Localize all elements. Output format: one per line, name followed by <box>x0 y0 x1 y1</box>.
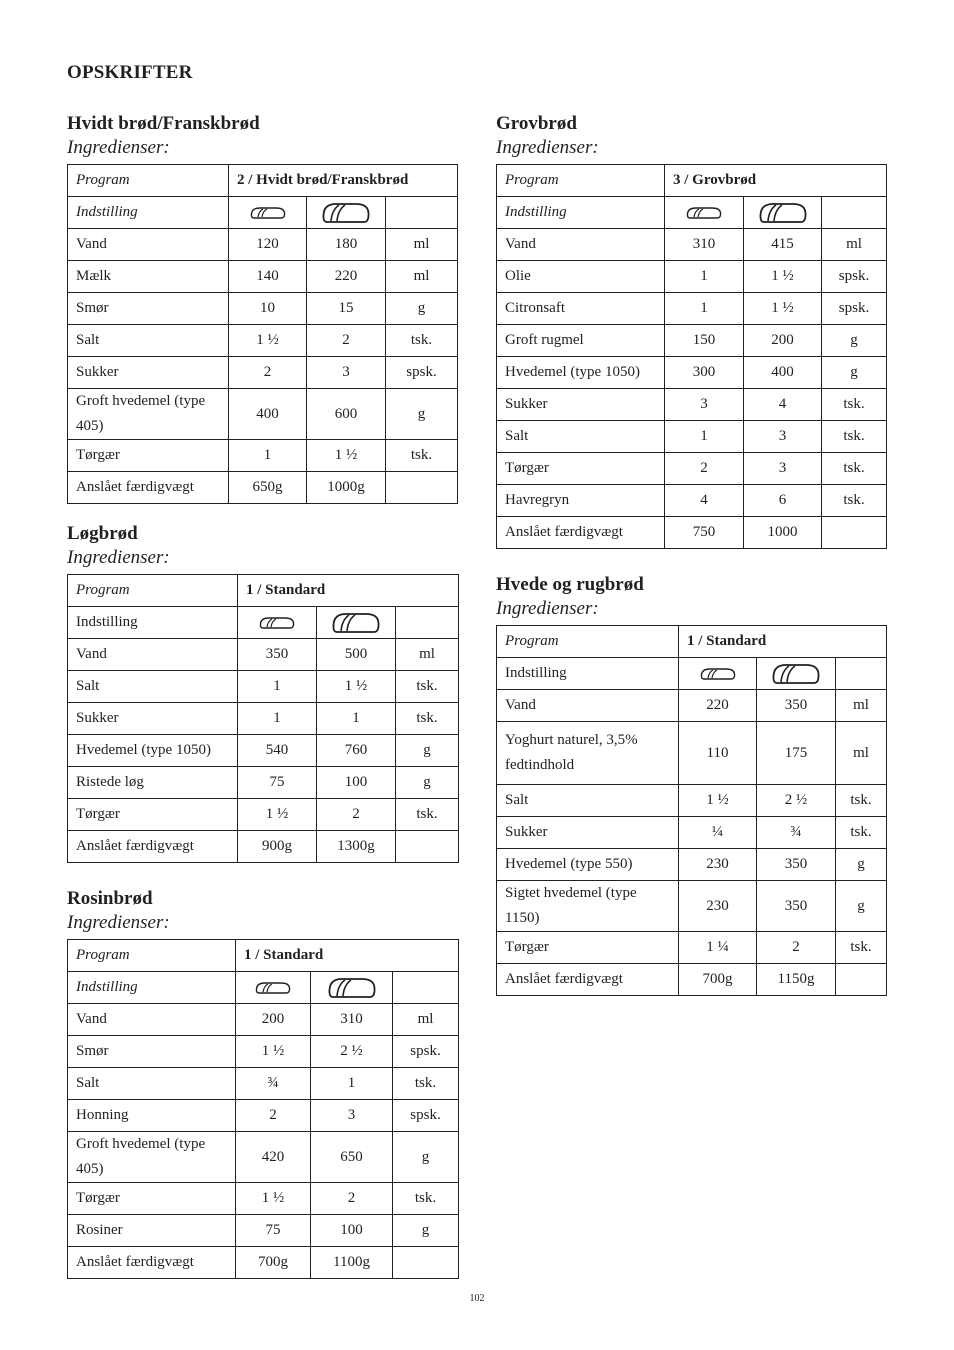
amount-large: 350 <box>757 690 836 722</box>
unit: tsk. <box>396 671 459 703</box>
ingredient-name: Groft rugmel <box>497 325 665 357</box>
large-loaf-icon <box>322 202 370 224</box>
amount-large: 2 <box>317 799 396 831</box>
amount-small: 540 <box>238 735 317 767</box>
unit: tsk. <box>393 1183 459 1215</box>
amount-large: 200 <box>744 325 822 357</box>
amount-large: 3 <box>744 421 822 453</box>
amount-large: 760 <box>317 735 396 767</box>
amount-small: 110 <box>679 722 757 785</box>
setting-small-loaf <box>238 607 317 639</box>
unit: ml <box>836 722 887 785</box>
amount-large: 100 <box>317 767 396 799</box>
table-row <box>68 1247 459 1279</box>
amount-small: 3 <box>665 389 744 421</box>
unit: ml <box>822 229 887 261</box>
setting-empty-cell <box>396 607 459 639</box>
ingredient-name: Olie <box>497 261 665 293</box>
ingredient-table <box>496 164 887 549</box>
amount-large: 1150g <box>757 964 836 996</box>
amount-large: 310 <box>311 1004 393 1036</box>
ingredient-name: Vand <box>497 690 679 722</box>
amount-small: 10 <box>229 293 307 325</box>
setting-row <box>497 197 887 229</box>
amount-small: 420 <box>236 1132 311 1183</box>
amount-large: 1 ½ <box>307 440 386 472</box>
unit: spsk. <box>822 261 887 293</box>
ingredient-name: Vand <box>68 229 229 261</box>
table-row <box>497 453 887 485</box>
unit: spsk. <box>822 293 887 325</box>
ingredient-name: Groft hvedemel (type 405) <box>68 389 229 440</box>
amount-large: 100 <box>311 1215 393 1247</box>
ingredient-name: Mælk <box>68 261 229 293</box>
program-row <box>497 165 887 197</box>
unit: tsk. <box>393 1068 459 1100</box>
ingredient-name: Hvedemel (type 550) <box>497 849 679 881</box>
recipe-subtitle: Ingredienser: <box>67 912 170 933</box>
amount-large: ¾ <box>757 817 836 849</box>
table-row <box>497 817 887 849</box>
amount-large: 3 <box>307 357 386 389</box>
amount-large: 2 ½ <box>311 1036 393 1068</box>
amount-small: 1 ½ <box>679 785 757 817</box>
ingredient-name: Sigtet hvedemel (type 1150) <box>497 881 679 932</box>
amount-small: 700g <box>236 1247 311 1279</box>
table-row <box>68 325 458 357</box>
amount-large: 350 <box>757 881 836 932</box>
setting-label: Indstilling <box>68 972 236 1004</box>
small-loaf-icon <box>250 206 286 220</box>
amount-small: ¼ <box>679 817 757 849</box>
amount-small: 350 <box>238 639 317 671</box>
setting-empty-cell <box>386 197 458 229</box>
amount-small: 1 ½ <box>236 1183 311 1215</box>
unit: tsk. <box>836 932 887 964</box>
table-row <box>68 229 458 261</box>
table-row <box>68 703 459 735</box>
ingredient-name: Tørgær <box>497 453 665 485</box>
setting-label: Indstilling <box>497 197 665 229</box>
program-row <box>68 940 459 972</box>
amount-small: 1 <box>229 440 307 472</box>
ingredient-name: Vand <box>68 639 238 671</box>
unit: tsk. <box>396 799 459 831</box>
setting-large-loaf <box>744 197 822 229</box>
unit: g <box>386 293 458 325</box>
program-row <box>68 165 458 197</box>
table-row <box>68 735 459 767</box>
setting-large-loaf <box>307 197 386 229</box>
amount-small: 120 <box>229 229 307 261</box>
amount-large: 1 <box>311 1068 393 1100</box>
ingredient-table <box>67 939 459 1279</box>
unit: spsk. <box>393 1100 459 1132</box>
table-row <box>497 722 887 785</box>
amount-large: 1 ½ <box>744 293 822 325</box>
amount-small: 1 <box>238 671 317 703</box>
recipe-title: Hvidt brød/Franskbrød <box>67 113 260 134</box>
large-loaf-icon <box>328 977 376 999</box>
small-loaf-icon <box>255 981 291 995</box>
table-row <box>497 785 887 817</box>
table-row <box>68 767 459 799</box>
small-loaf-icon <box>686 206 722 220</box>
large-loaf-icon <box>759 202 807 224</box>
setting-large-loaf <box>757 658 836 690</box>
page-number: 102 <box>469 1293 485 1304</box>
recipe-hvidt-brod <box>67 112 458 504</box>
program-value: 1 / Standard <box>236 940 459 972</box>
unit: g <box>822 325 887 357</box>
amount-small: 700g <box>679 964 757 996</box>
amount-small: 750 <box>665 517 744 549</box>
setting-row <box>68 607 459 639</box>
amount-small: ¾ <box>236 1068 311 1100</box>
ingredient-name: Salt <box>497 785 679 817</box>
ingredient-name: Vand <box>497 229 665 261</box>
unit: tsk. <box>822 485 887 517</box>
ingredient-name: Tørgær <box>68 1183 236 1215</box>
recipe-rosinbrod <box>67 887 459 1279</box>
ingredient-name: Smør <box>68 1036 236 1068</box>
unit: ml <box>396 639 459 671</box>
program-label: Program <box>497 165 665 197</box>
table-row <box>68 799 459 831</box>
ingredient-name: Citronsaft <box>497 293 665 325</box>
ingredient-table <box>67 574 459 863</box>
table-row <box>497 690 887 722</box>
program-row <box>68 575 459 607</box>
ingredient-name: Sukker <box>497 389 665 421</box>
amount-small: 75 <box>236 1215 311 1247</box>
recipe-hvede-og-rugbrod <box>496 573 887 996</box>
large-loaf-icon <box>332 612 380 634</box>
unit: g <box>822 357 887 389</box>
table-row <box>497 357 887 389</box>
unit: tsk. <box>386 325 458 357</box>
ingredient-name: Sukker <box>68 703 238 735</box>
amount-small: 2 <box>236 1100 311 1132</box>
ingredient-name: Tørgær <box>497 932 679 964</box>
unit: tsk. <box>836 785 887 817</box>
program-row <box>497 626 887 658</box>
unit: tsk. <box>386 440 458 472</box>
program-value: 1 / Standard <box>238 575 459 607</box>
small-loaf-icon <box>700 667 736 681</box>
program-value: 2 / Hvidt brød/Franskbrød <box>229 165 458 197</box>
unit: ml <box>836 690 887 722</box>
amount-large: 1100g <box>311 1247 393 1279</box>
ingredient-name: Ristede løg <box>68 767 238 799</box>
amount-small: 1 <box>238 703 317 735</box>
table-row <box>68 1183 459 1215</box>
amount-small: 1 ½ <box>236 1036 311 1068</box>
amount-small: 1 ½ <box>238 799 317 831</box>
ingredient-name: Smør <box>68 293 229 325</box>
amount-large: 4 <box>744 389 822 421</box>
recipe-subtitle: Ingredienser: <box>496 137 599 158</box>
setting-empty-cell <box>822 197 887 229</box>
amount-large: 3 <box>311 1100 393 1132</box>
setting-small-loaf <box>665 197 744 229</box>
recipe-title: Grovbrød <box>496 113 577 134</box>
setting-large-loaf <box>311 972 393 1004</box>
ingredient-name: Salt <box>68 1068 236 1100</box>
table-row <box>68 440 458 472</box>
ingredient-name: Groft hvedemel (type 405) <box>68 1132 236 1183</box>
table-row <box>68 293 458 325</box>
ingredient-name: Salt <box>68 325 229 357</box>
amount-small: 400 <box>229 389 307 440</box>
unit: spsk. <box>386 357 458 389</box>
setting-label: Indstilling <box>68 607 238 639</box>
unit: tsk. <box>836 817 887 849</box>
ingredient-name: Anslået færdigvægt <box>68 472 229 504</box>
ingredient-name: Anslået færdigvægt <box>68 1247 236 1279</box>
table-row <box>497 517 887 549</box>
table-row <box>497 485 887 517</box>
amount-small: 1 ½ <box>229 325 307 357</box>
amount-large: 415 <box>744 229 822 261</box>
amount-large: 400 <box>744 357 822 389</box>
amount-small: 140 <box>229 261 307 293</box>
table-row <box>497 881 887 932</box>
amount-small: 310 <box>665 229 744 261</box>
recipe-grovbrod <box>496 112 887 549</box>
table-row <box>497 964 887 996</box>
amount-large: 1300g <box>317 831 396 863</box>
table-row <box>68 671 459 703</box>
ingredient-name: Anslået færdigvægt <box>497 517 665 549</box>
unit <box>393 1247 459 1279</box>
unit <box>386 472 458 504</box>
amount-large: 1000 <box>744 517 822 549</box>
unit: g <box>393 1215 459 1247</box>
table-row <box>68 1036 459 1068</box>
ingredient-name: Salt <box>68 671 238 703</box>
page-title: OPSKRIFTER <box>67 62 193 83</box>
ingredient-name: Hvedemel (type 1050) <box>497 357 665 389</box>
amount-small: 900g <box>238 831 317 863</box>
program-value: 3 / Grovbrød <box>665 165 887 197</box>
setting-empty-cell <box>393 972 459 1004</box>
setting-small-loaf <box>229 197 307 229</box>
recipe-logbrod <box>67 522 459 863</box>
amount-large: 1 <box>317 703 396 735</box>
amount-large: 2 <box>311 1183 393 1215</box>
unit: g <box>396 735 459 767</box>
small-loaf-icon <box>259 616 295 630</box>
amount-large: 220 <box>307 261 386 293</box>
amount-small: 2 <box>665 453 744 485</box>
ingredient-table <box>496 625 887 996</box>
table-row <box>68 261 458 293</box>
amount-large: 2 <box>757 932 836 964</box>
unit: g <box>396 767 459 799</box>
ingredient-name: Sukker <box>497 817 679 849</box>
table-row <box>497 932 887 964</box>
ingredient-table <box>67 164 458 504</box>
amount-small: 650g <box>229 472 307 504</box>
ingredient-name: Salt <box>497 421 665 453</box>
amount-large: 15 <box>307 293 386 325</box>
amount-small: 300 <box>665 357 744 389</box>
table-row <box>68 472 458 504</box>
ingredient-name: Anslået færdigvægt <box>497 964 679 996</box>
program-label: Program <box>68 940 236 972</box>
recipe-subtitle: Ingredienser: <box>67 137 170 158</box>
table-row <box>68 639 459 671</box>
amount-small: 75 <box>238 767 317 799</box>
program-label: Program <box>497 626 679 658</box>
unit: tsk. <box>396 703 459 735</box>
setting-row <box>497 658 887 690</box>
amount-large: 2 ½ <box>757 785 836 817</box>
ingredient-name: Sukker <box>68 357 229 389</box>
program-label: Program <box>68 575 238 607</box>
amount-large: 1 ½ <box>317 671 396 703</box>
amount-small: 220 <box>679 690 757 722</box>
table-row <box>68 1132 459 1183</box>
ingredient-name: Rosiner <box>68 1215 236 1247</box>
unit: tsk. <box>822 389 887 421</box>
table-row <box>68 1004 459 1036</box>
table-row <box>68 1068 459 1100</box>
unit <box>822 517 887 549</box>
ingredient-name: Anslået færdigvægt <box>68 831 238 863</box>
table-row <box>497 421 887 453</box>
setting-small-loaf <box>236 972 311 1004</box>
unit: g <box>836 849 887 881</box>
unit <box>396 831 459 863</box>
amount-small: 150 <box>665 325 744 357</box>
ingredient-name: Tørgær <box>68 799 238 831</box>
unit: g <box>386 389 458 440</box>
unit: ml <box>386 229 458 261</box>
setting-row <box>68 197 458 229</box>
amount-small: 1 <box>665 421 744 453</box>
table-row <box>497 849 887 881</box>
setting-large-loaf <box>317 607 396 639</box>
amount-small: 4 <box>665 485 744 517</box>
table-row <box>497 229 887 261</box>
table-row <box>68 1100 459 1132</box>
recipe-title: Rosinbrød <box>67 888 153 909</box>
ingredient-name: Tørgær <box>68 440 229 472</box>
recipe-subtitle: Ingredienser: <box>67 547 170 568</box>
table-row <box>497 389 887 421</box>
program-value: 1 / Standard <box>679 626 887 658</box>
amount-large: 3 <box>744 453 822 485</box>
table-row <box>68 831 459 863</box>
table-row <box>497 293 887 325</box>
unit: tsk. <box>822 421 887 453</box>
unit: spsk. <box>393 1036 459 1068</box>
setting-empty-cell <box>836 658 887 690</box>
amount-small: 230 <box>679 881 757 932</box>
setting-label: Indstilling <box>497 658 679 690</box>
large-loaf-icon <box>772 663 820 685</box>
amount-small: 2 <box>229 357 307 389</box>
amount-large: 6 <box>744 485 822 517</box>
table-row <box>68 389 458 440</box>
amount-small: 1 <box>665 293 744 325</box>
unit: g <box>393 1132 459 1183</box>
unit <box>836 964 887 996</box>
amount-large: 1000g <box>307 472 386 504</box>
unit: ml <box>386 261 458 293</box>
recipe-title: Hvede og rugbrød <box>496 574 644 595</box>
ingredient-name: Hvedemel (type 1050) <box>68 735 238 767</box>
recipe-title: Løgbrød <box>67 523 138 544</box>
amount-large: 500 <box>317 639 396 671</box>
amount-large: 175 <box>757 722 836 785</box>
unit: ml <box>393 1004 459 1036</box>
table-row <box>68 1215 459 1247</box>
ingredient-name: Yoghurt naturel, 3,5% fedtindhold <box>497 722 679 785</box>
setting-row <box>68 972 459 1004</box>
program-label: Program <box>68 165 229 197</box>
ingredient-name: Havregryn <box>497 485 665 517</box>
amount-large: 350 <box>757 849 836 881</box>
amount-large: 180 <box>307 229 386 261</box>
setting-small-loaf <box>679 658 757 690</box>
recipe-subtitle: Ingredienser: <box>496 598 599 619</box>
table-row <box>68 357 458 389</box>
table-row <box>497 325 887 357</box>
ingredient-name: Honning <box>68 1100 236 1132</box>
unit: g <box>836 881 887 932</box>
ingredient-name: Vand <box>68 1004 236 1036</box>
amount-small: 230 <box>679 849 757 881</box>
amount-small: 1 <box>665 261 744 293</box>
amount-large: 2 <box>307 325 386 357</box>
amount-large: 650 <box>311 1132 393 1183</box>
table-row <box>497 261 887 293</box>
amount-small: 1 ¼ <box>679 932 757 964</box>
unit: tsk. <box>822 453 887 485</box>
setting-label: Indstilling <box>68 197 229 229</box>
amount-large: 600 <box>307 389 386 440</box>
amount-large: 1 ½ <box>744 261 822 293</box>
amount-small: 200 <box>236 1004 311 1036</box>
